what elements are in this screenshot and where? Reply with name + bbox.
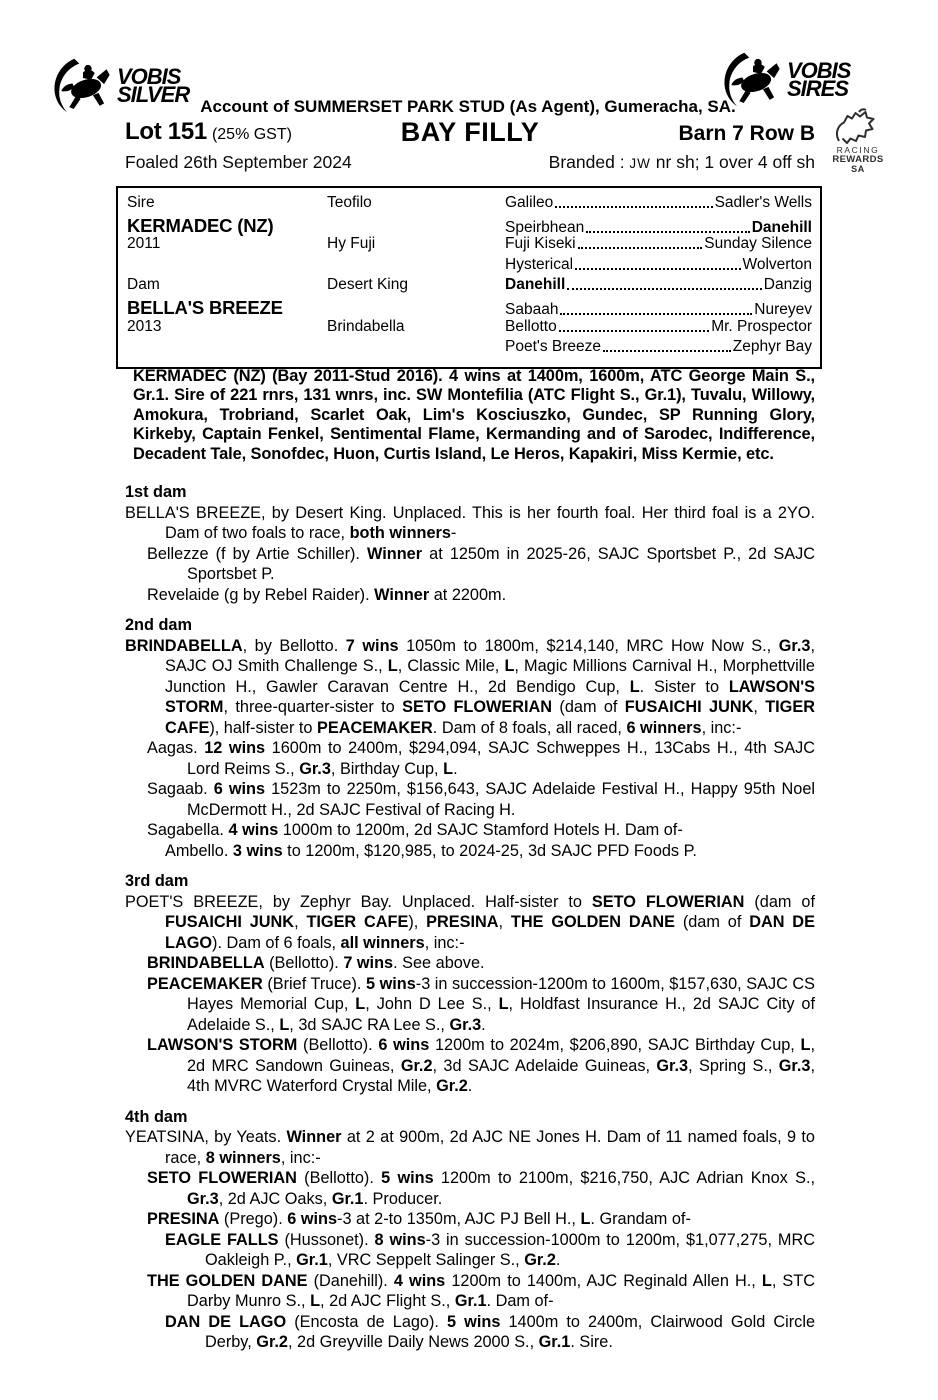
text-run: LAWSON'S STORM [165, 677, 815, 716]
dam-section-heading: 2nd dam [125, 616, 192, 634]
text-run: , John D Lee S., [365, 995, 499, 1013]
text-run: FUSAICHI JUNK [165, 913, 295, 931]
text-run: THE GOLDEN DANE [147, 1271, 308, 1290]
text-run: to 1200m, $120,985, to 2024-25, 3d SAJC PFD Foods P. [282, 841, 697, 860]
text-run: , three-quarter-sister to [223, 698, 403, 716]
pedigree-gen1-cell: 2011 [127, 235, 161, 253]
text-run: . Sister to [639, 677, 729, 696]
text-run: both winners [349, 524, 451, 542]
pedigree-gen3-cell [505, 194, 812, 212]
text-run: L [310, 1292, 321, 1310]
ancestor-sire-name: Sunday Silence [704, 235, 812, 253]
text-run: ). Dam of 6 foals, [212, 933, 341, 952]
text-run: BRINDABELLA [125, 636, 243, 655]
page-header [0, 0, 938, 186]
text-run: PRESINA [426, 913, 499, 931]
pedigree-paragraph [125, 779, 815, 820]
racing-rewards-sa-logo [824, 104, 892, 175]
text-run: (dam of [744, 892, 815, 911]
text-run: 1050m to 1800m, $214,140, MRC How Now S., [398, 636, 779, 655]
vobis-silver-logo [52, 56, 189, 116]
text-run: Winner [374, 585, 430, 604]
text-run: , 3d SAJC RA Lee S., [289, 1015, 450, 1034]
text-run: L [279, 1015, 290, 1034]
pedigree-paragraph [125, 1312, 815, 1353]
pedigree-paragraph [125, 1127, 815, 1168]
text-run: 1600m to 2400m, $294,094, SAJC Schweppes H., 13Cabs H., 4th SAJC Lord Reims S., [187, 739, 816, 778]
text-run: , Spring S., [688, 1056, 779, 1075]
account-line: Account of SUMMERSET PARK STUD (As Agent), Gumeracha, SA. [200, 97, 736, 116]
pedigree-row [127, 256, 812, 277]
text-run: (Encosta de Lago). [286, 1312, 448, 1331]
dotted-leader [575, 268, 740, 270]
dam-sections [125, 472, 815, 1353]
text-run: ), half-sister to [209, 718, 317, 737]
text-run: . Producer. [363, 1189, 443, 1208]
text-run: , inc:- [424, 933, 465, 952]
text-run: 6 wins [378, 1036, 430, 1054]
pedigree-paragraph [125, 1168, 815, 1209]
text-run: , Magic Millions Carnival H., Morphettville Junction H., Gawler Caravan Centre H., 2d Bendigo Cup, [165, 657, 815, 696]
text-run: (Bellotto). [297, 1036, 379, 1054]
ancestor-sire-name: Mr. Prospector [711, 317, 812, 335]
text-run: L [443, 759, 454, 778]
pedigree-gen1-cell: 2013 [127, 317, 162, 335]
pedigree-row [127, 276, 812, 297]
racing-rewards-line3: SA [851, 164, 865, 175]
pedigree-paragraph [125, 953, 815, 974]
text-run: -3 at 2-to 1350m, AJC PJ Bell H., [337, 1210, 581, 1228]
text-run: . See above. [393, 954, 485, 972]
pedigree-gen3-cell [505, 219, 812, 237]
ancestor-sire-name: Danzig [763, 276, 812, 294]
pedigree-paragraph [125, 841, 815, 862]
dotted-leader [559, 330, 710, 332]
pedigree-paragraph [125, 544, 815, 585]
text-run: FUSAICHI JUNK [624, 698, 754, 716]
text-run: (dam of [674, 913, 750, 931]
text-run: SETO FLOWERIAN [147, 1169, 297, 1187]
pedigree-paragraph [125, 503, 815, 544]
text-run: all winners [340, 933, 425, 952]
text-run: 6 wins [287, 1210, 338, 1228]
text-run: Gr.3 [778, 636, 811, 655]
text-run: Ambello. [165, 841, 233, 860]
text-run: Gr.3 [778, 1056, 811, 1075]
text-run: (Prego). [219, 1210, 288, 1228]
text-run: . Sire. [570, 1333, 613, 1351]
brand-mark: JW [629, 156, 651, 171]
pedigree-row [127, 235, 812, 256]
text-run: . Dam of- [486, 1292, 554, 1310]
pedigree-paragraph [125, 1230, 815, 1271]
text-run: 5 wins [447, 1312, 501, 1331]
dotted-leader [603, 350, 731, 352]
text-run: Gr.1 [454, 1292, 487, 1310]
pedigree-paragraph [125, 820, 815, 841]
text-run: L [580, 1210, 591, 1228]
vobis-sires-label [787, 58, 851, 101]
text-run: (Danehill). [307, 1271, 394, 1290]
text-run: L [629, 677, 640, 696]
text-run: 5 wins [365, 974, 416, 993]
ancestor-name: Hysterical [505, 255, 574, 273]
ancestor-name: Fuji Kiseki [505, 235, 576, 253]
text-run: , Birthday Cup, [330, 759, 444, 778]
pedigree-gen3-cell [505, 256, 812, 274]
pedigree-gen1-cell: BELLA'S BREEZE [127, 296, 283, 318]
text-run: 3 wins [232, 841, 283, 860]
text-run: , by Bellotto. [242, 636, 346, 655]
pedigree-paragraph [125, 636, 815, 739]
text-run: YEATSINA, by Yeats. [125, 1128, 287, 1146]
horse-jockey-outline-icon [824, 104, 892, 146]
pedigree-gen1-cell: Dam [127, 276, 160, 294]
ancestor-name: Speirbhean [505, 218, 585, 236]
pedigree-gen1-cell: Sire [127, 194, 155, 211]
text-run: at 1250m in 2025-26, SAJC Sportsbet P., 2d SAJC Sportsbet P. [187, 544, 815, 583]
pedigree-gen3-cell [505, 235, 812, 253]
pedigree-row [127, 338, 812, 359]
sire-summary [133, 367, 815, 464]
text-run: , [294, 913, 307, 931]
branded-suffix: nr sh; 1 over 4 off sh [650, 152, 815, 172]
text-run: SETO FLOWERIAN [402, 698, 553, 716]
text-run: 1200m to 2024m, $206,890, SAJC Birthday Cup, [429, 1036, 801, 1054]
dotted-leader [560, 313, 752, 315]
foaled-branded-line [125, 152, 815, 173]
text-run: THE GOLDEN DANE [510, 913, 675, 931]
text-run: L [800, 1036, 811, 1054]
text-run: , Holdfast Insurance H., 2d SAJC City of Adelaide S., [187, 995, 815, 1034]
branded-prefix: Branded : [548, 152, 630, 172]
text-run: , [498, 913, 511, 931]
horse-jockey-icon [722, 50, 784, 110]
ancestor-sire-name: Nureyev [754, 300, 812, 318]
ancestor-name: Galileo [505, 194, 554, 211]
logo-word-1: VOBIS [787, 58, 851, 83]
text-run: (Bellotto). [296, 1169, 382, 1187]
text-run: Gr.2 [256, 1333, 288, 1351]
pedigree-row [127, 318, 812, 339]
text-run: , inc:- [701, 718, 742, 737]
text-run: at 2 at 900m, 2d AJC NE Jones H. Dam of 11 named foals, 9 to race, [165, 1128, 815, 1167]
text-run: (Brief Truce). [262, 974, 366, 993]
text-run: LAWSON'S STORM [147, 1036, 298, 1054]
pedigree-gen3-cell [505, 276, 812, 294]
text-run: - [450, 524, 457, 542]
text-run: 1200m to 2100m, $216,750, AJC Adrian Knox S., [433, 1169, 815, 1187]
pedigree-gen3-cell [505, 338, 812, 356]
text-run: TIGER CAFE [306, 913, 409, 931]
pedigree-paragraph [125, 1209, 815, 1230]
text-run: Sagabella. [147, 821, 229, 839]
text-run: Winner [286, 1128, 342, 1146]
text-run: Gr.3 [299, 759, 331, 778]
barn-row-label: Barn 7 Row B [678, 122, 815, 145]
text-run: Gr.3 [187, 1189, 219, 1208]
vobis-sires-logo [722, 50, 850, 110]
pedigree-gen3-cell [505, 301, 812, 319]
text-run: , 2d MRC Sandown Guineas, [187, 1036, 815, 1075]
pedigree-row [127, 297, 812, 318]
text-run: L [761, 1271, 772, 1290]
text-run: Gr.3 [656, 1056, 689, 1075]
text-run: Gr.1 [538, 1333, 571, 1351]
dotted-leader [555, 206, 712, 208]
pedigree-paragraph [125, 585, 815, 606]
text-run: , STC Darby Munro S., [187, 1271, 815, 1310]
text-run: . [481, 1015, 486, 1034]
text-run: Sagaab. [147, 780, 214, 798]
text-run: EAGLE FALLS [165, 1230, 279, 1249]
dam-section-heading: 4th dam [125, 1107, 188, 1126]
text-run: L [504, 657, 515, 675]
pedigree-row [127, 215, 812, 236]
pedigree-gen2-cell: Teofilo [327, 194, 372, 211]
pedigree-gen2-cell: Hy Fuji [327, 235, 376, 253]
text-run: Gr.2 [524, 1251, 556, 1269]
horse-jockey-icon [52, 56, 114, 116]
text-run: 4 wins [228, 821, 279, 839]
text-run: DAN DE LAGO [165, 913, 815, 952]
text-run: SETO FLOWERIAN [591, 892, 745, 911]
text-run: Bellezze (f by Artie Schiller). [147, 544, 368, 563]
pedigree-gen2-cell: Brindabella [327, 317, 405, 335]
text-run: . [467, 1077, 473, 1095]
text-run: Gr.3 [449, 1015, 482, 1034]
text-run: , [753, 698, 766, 716]
text-run: , SAJC OJ Smith Challenge S., [165, 636, 815, 675]
text-run: 8 winners [205, 1148, 281, 1167]
text-run: (Bellotto). [264, 954, 344, 972]
pedigree-paragraph [125, 1271, 815, 1312]
pedigree-paragraph [125, 974, 815, 1036]
text-run: Gr.1 [296, 1251, 328, 1269]
text-run: . [555, 1251, 561, 1269]
ancestor-sire-name: Danehill [751, 218, 812, 236]
text-run: 1200m to 1400m, AJC Reginald Allen H., [445, 1271, 762, 1290]
text-run: TIGER CAFE [165, 698, 815, 737]
dam-section-heading: 3rd dam [125, 872, 189, 890]
pedigree-paragraph [125, 892, 815, 954]
logo-word-2: SILVER [117, 82, 190, 107]
text-run: PEACEMAKER [317, 718, 433, 737]
pedigree-gen2-cell: Desert King [327, 276, 408, 294]
text-run: Aagas. [147, 739, 205, 757]
text-run: Gr.2 [400, 1056, 433, 1075]
pedigree-paragraph [125, 1035, 815, 1097]
text-run: Revelaide (g by Rebel Raider). [147, 585, 375, 604]
text-run: -3 in succession-1200m to 1600m, $157,630, SAJC CS Hayes Memorial Cup, [187, 974, 815, 1013]
text-run: ), [408, 913, 427, 931]
pedigree-row [127, 194, 812, 215]
ancestor-name: Sabaah [505, 300, 559, 318]
text-run: BELLA'S BREEZE, by Desert King. Unplaced. This is her fourth foal. Her third foal is a 2YO. Dam of two foals to race, [125, 503, 815, 542]
text-run: Gr.1 [331, 1189, 364, 1208]
dotted-leader [578, 247, 703, 249]
horse-sex-title: BAY FILLY [400, 117, 540, 147]
pedigree-table [116, 186, 822, 369]
dotted-leader [567, 288, 761, 290]
text-run: , 2d AJC Oaks, [218, 1189, 332, 1208]
text-run: 7 wins [345, 636, 399, 655]
text-run: Gr.2 [436, 1077, 468, 1095]
text-run: Winner [367, 544, 423, 563]
pedigree-rows [127, 194, 812, 359]
racing-rewards-line1: RACING [836, 145, 880, 155]
text-run: -3 in succession-1000m to 1200m, $1,077,275, MRC Oakleigh P., [205, 1230, 815, 1269]
text-run: 1000m to 1200m, 2d SAJC Stamford Hotels H. Dam of- [278, 821, 683, 839]
text-run: , VRC Seppelt Salinger S., [327, 1251, 525, 1269]
lot-line [125, 118, 815, 150]
logo-word-2: SIRES [787, 76, 849, 101]
text-run: (Hussonet). [278, 1230, 375, 1249]
text-run: , inc:- [280, 1148, 321, 1167]
text-run: L [355, 995, 366, 1013]
logo-word-1: VOBIS [117, 64, 181, 89]
ancestor-name: Poet's Breeze [505, 338, 602, 356]
text-run: , Classic Mile, [397, 657, 505, 675]
text-run: L [387, 657, 398, 675]
text-run: at 2200m. [429, 585, 507, 604]
foaled-date: Foaled 26th September 2024 [125, 152, 352, 172]
text-run: DAN DE LAGO [165, 1312, 287, 1331]
pedigree-paragraph [125, 738, 815, 779]
dam-section-heading: 1st dam [125, 483, 187, 501]
text-run: , 2d AJC Flight S., [320, 1292, 455, 1310]
text-run: , 4th MVRC Waterford Crystal Mile, [187, 1056, 815, 1095]
pedigree-gen3-cell [505, 318, 812, 336]
text-run: POET'S BREEZE, by Zephyr Bay. Unplaced. Half-sister to [125, 892, 592, 911]
text-run: , 2d Greyville Daily News 2000 S., [287, 1333, 539, 1351]
vobis-silver-label [117, 64, 190, 107]
text-run: 8 wins [374, 1230, 426, 1249]
text-run: 12 wins [204, 739, 266, 757]
ancestor-sire-name: Wolverton [742, 255, 812, 273]
pedigree-gen1-cell: KERMADEC (NZ) [127, 214, 274, 236]
text-run: KERMADEC (NZ) (Bay 2011-Stud 2016). 4 wins at 1400m, 1600m, ATC George Main S., Gr.1. Sire of 221 rnrs, 131 wnrs, inc. SW Montefilia (ATC Flight S., Gr.1), Tuvalu, Willowy, Amokura, Trobriand, Scarlet Oak, Lim's Kosciuszko, Gundec, SP Running Glory, Kirkeby, Captain Fenkel, Sentimental Flame, Kermanding and of Sarodec, Indifference, Decadent Tale, Sonofdec, Huon, Curtis Island, Le Heros, Kapakiri, Miss Kermie, etc. [133, 367, 815, 463]
ancestor-sire-name: Zephyr Bay [732, 338, 812, 356]
text-run: . Dam of 8 foals, all raced, [432, 718, 627, 737]
text-run: 4 wins [393, 1271, 446, 1290]
text-run: 1523m to 2250m, $156,643, SAJC Adelaide Festival H., Happy 95th Noel McDermott H., 2d SAJC Festival of Racing H. [187, 780, 815, 819]
racing-rewards-line2: REWARDS [832, 154, 884, 166]
text-run: . [453, 759, 458, 778]
text-run: L [498, 995, 509, 1013]
text-run: BRINDABELLA [147, 954, 265, 972]
dotted-leader [586, 231, 749, 233]
gst-note: (25% GST) [211, 126, 292, 143]
text-run: 6 wins [213, 780, 266, 798]
text-run: . Grandam of- [590, 1210, 691, 1228]
ancestor-sire-name: Sadler's Wells [714, 194, 812, 211]
text-run: PRESINA [147, 1210, 220, 1228]
ancestor-name: Danehill [505, 276, 566, 294]
text-run: (dam of [552, 698, 625, 716]
branded-info [549, 152, 815, 173]
text-run: , 3d SAJC Adelaide Guineas, [432, 1056, 657, 1075]
text-run: 5 wins [381, 1169, 434, 1187]
text-run: 7 wins [343, 954, 394, 972]
ancestor-name: Bellotto [505, 317, 557, 335]
lot-number: Lot 151 [125, 118, 207, 145]
text-run: 6 winners [626, 718, 702, 737]
text-run: PEACEMAKER [147, 974, 263, 993]
text-run: 1400m to 2400m, Clairwood Gold Circle Derby, [205, 1312, 815, 1351]
